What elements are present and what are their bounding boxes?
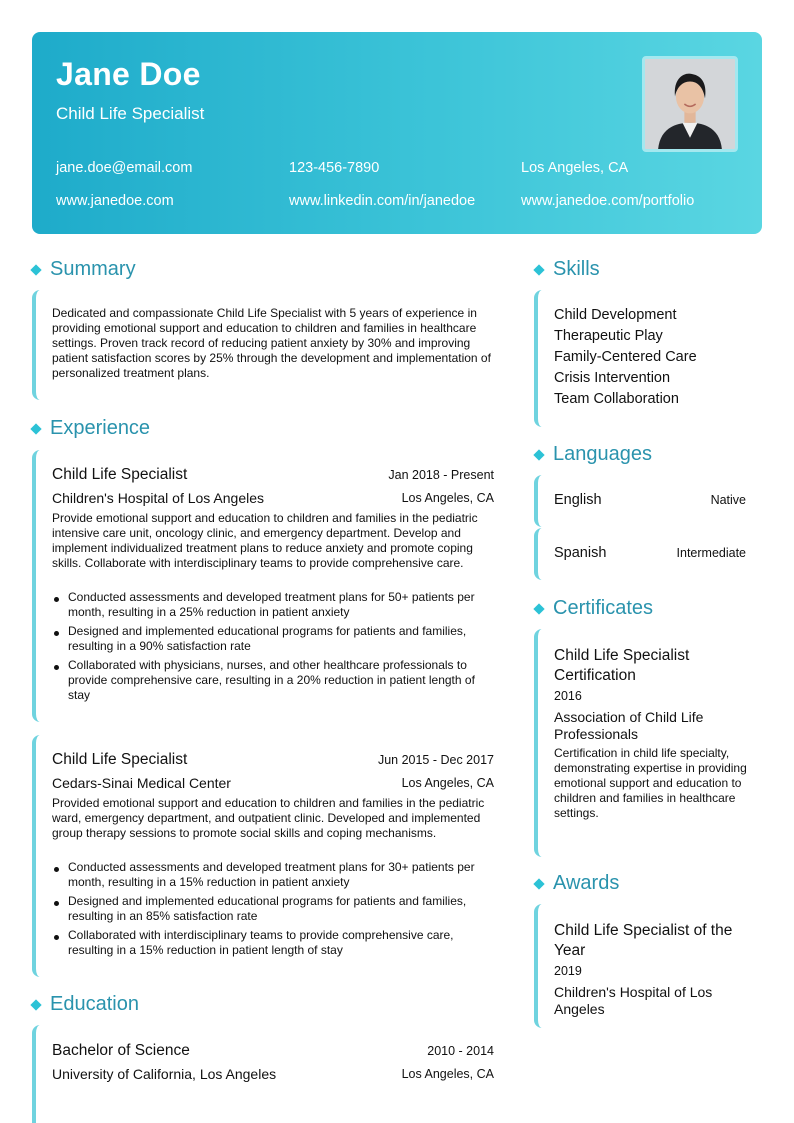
profile-photo: [642, 56, 738, 152]
skill-item: Team Collaboration: [554, 391, 679, 407]
experience-heading-label: Experience: [50, 417, 151, 439]
diamond-icon: [30, 999, 41, 1010]
resume-header: [32, 32, 762, 234]
job-organization: Children's Hospital of Los Angeles: [52, 490, 265, 506]
skill-item: Therapeutic Play: [554, 328, 663, 344]
skill-item: Child Development: [554, 307, 677, 323]
certificate-year: 2016: [554, 689, 582, 703]
certificates-heading: [533, 597, 653, 620]
job-title: Child Life Specialist: [52, 466, 188, 483]
experience-heading: [30, 417, 150, 440]
language-name: English: [554, 492, 602, 508]
diamond-icon: [533, 603, 544, 614]
awards-heading: [533, 872, 619, 895]
skills-heading: [533, 258, 600, 281]
language-level: Native: [710, 493, 746, 507]
candidate-name: Jane Doe: [56, 56, 201, 92]
job-dates: Jan 2018 - Present: [388, 468, 494, 482]
person-photo-icon: [645, 59, 735, 149]
diamond-icon: [533, 264, 544, 275]
school-name: University of California, Los Angeles: [52, 1066, 277, 1082]
languages-heading: [533, 443, 652, 466]
certificate-title: Child Life Specialist Certification: [554, 647, 690, 684]
skill-item: Crisis Intervention: [554, 370, 671, 386]
summary-heading: [30, 258, 136, 281]
phone-number[interactable]: 123-456-7890: [289, 160, 380, 176]
skill-item: Family-Centered Care: [554, 349, 697, 365]
languages-heading-label: Languages: [553, 443, 652, 465]
list-item: Designed and implemented educational programs for patients and families, resulting in a 90% satisfaction rate: [52, 624, 497, 654]
certificates-heading-label: Certificates: [553, 597, 654, 619]
list-item: Conducted assessments and developed treatment plans for 30+ patients per month, resulting in a 15% reduction in patient anxiety: [52, 860, 497, 890]
list-item: Conducted assessments and developed treatment plans for 50+ patients per month, resulting in a 25% reduction in patient anxiety: [52, 590, 497, 620]
job-description: Provided emotional support and education to children and families in the pediatric ward, emergency department, and outpatient clinic. Developed and implemented group therapy sessions to promote social skills and coping mechanisms.: [52, 796, 485, 840]
job-location: Los Angeles, CA: [401, 491, 494, 505]
job-organization: Cedars-Sinai Medical Center: [52, 775, 231, 791]
certificate-organization: Association of Child Life Professionals: [554, 709, 704, 742]
summary-heading-label: Summary: [50, 258, 136, 280]
list-item: Collaborated with interdisciplinary teams to provide comprehensive care, resulting in a 15% reduction in patient length of stay: [52, 928, 497, 958]
job-description: Provide emotional support and education to children and families in the pediatric intensive care unit, oncology clinic, and emergency department. Develop and implement individualized treatment plans to reduce anxiety and promote coping skills. Collaborate with interdisciplinary teams to provide comprehensive care.: [52, 511, 478, 570]
award-year: 2019: [554, 964, 582, 978]
website-link[interactable]: www.janedoe.com: [56, 193, 174, 209]
email-link[interactable]: jane.doe@email.com: [56, 160, 193, 176]
summary-text: Dedicated and compassionate Child Life Specialist with 5 years of experience in providing emotional support and education to children and families in healthcare settings. Proven track record of reducing patient anxiety by 30% and improving patient satisfaction scores by 25% through the development and implementation of personalized treatment plans.: [52, 306, 491, 380]
education-heading-label: Education: [50, 993, 139, 1015]
job-bullets: [52, 590, 497, 707]
diamond-icon: [533, 878, 544, 889]
job-title: Child Life Specialist: [52, 751, 188, 768]
certificate-description: Certification in child life specialty, demonstrating expertise in providing emotional support and education to children and families in healthcare settings.: [554, 746, 747, 820]
diamond-icon: [533, 449, 544, 460]
list-item: Designed and implemented educational programs for patients and families, resulting in an 85% satisfaction rate: [52, 894, 497, 924]
school-location: Los Angeles, CA: [401, 1067, 494, 1081]
candidate-title: Child Life Specialist: [56, 104, 205, 123]
skills-heading-label: Skills: [553, 258, 600, 280]
linkedin-link[interactable]: www.linkedin.com/in/janedoe: [289, 193, 476, 209]
award-organization: Children's Hospital of Los Angeles: [554, 984, 713, 1017]
diamond-icon: [30, 264, 41, 275]
language-name: Spanish: [554, 545, 607, 561]
list-item: Collaborated with physicians, nurses, and other healthcare professionals to provide comprehensive care, resulting in a 20% reduction in patient length of stay: [52, 658, 497, 703]
portfolio-link[interactable]: www.janedoe.com/portfolio: [521, 193, 695, 209]
degree-title: Bachelor of Science: [52, 1042, 190, 1059]
diamond-icon: [30, 423, 41, 434]
awards-heading-label: Awards: [553, 872, 620, 894]
job-bullets: [52, 860, 497, 962]
award-title: Child Life Specialist of the Year: [554, 922, 733, 959]
location-text: Los Angeles, CA: [521, 160, 629, 176]
job-location: Los Angeles, CA: [401, 776, 494, 790]
language-level: Intermediate: [676, 546, 746, 560]
education-heading: [30, 993, 139, 1016]
education-dates: 2010 - 2014: [427, 1044, 494, 1058]
job-dates: Jun 2015 - Dec 2017: [377, 753, 494, 767]
